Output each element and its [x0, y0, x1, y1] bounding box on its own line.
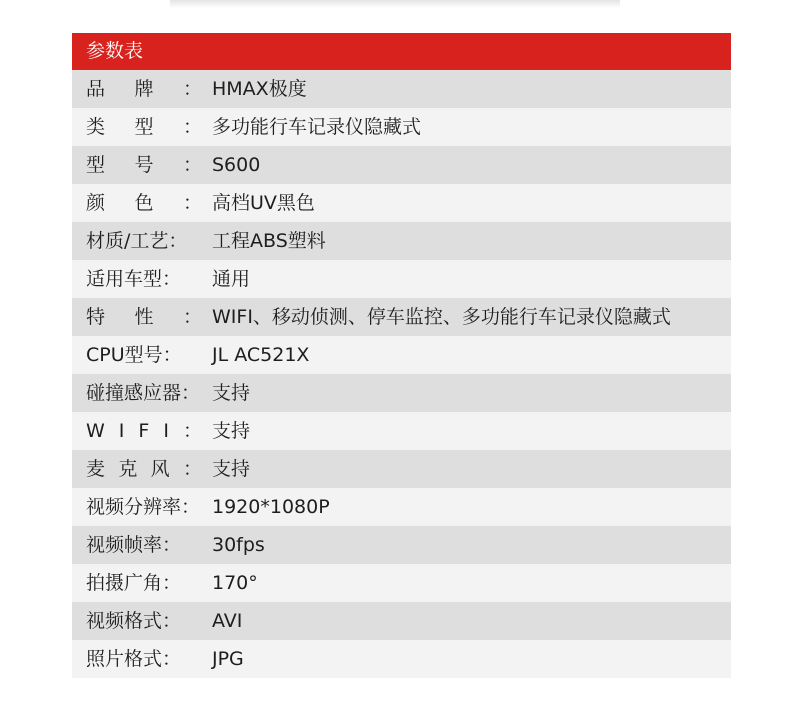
table-row: [72, 374, 731, 412]
row-label-part: 拍摄广角：: [86, 572, 182, 594]
row-value: JPG: [212, 648, 244, 670]
row-value: 多功能行车记录仪隐藏式: [212, 116, 422, 138]
table-row: [72, 450, 731, 488]
row-label-part: 类: [86, 116, 106, 138]
row-label-part: ：: [182, 420, 202, 442]
row-value: AVI: [212, 610, 243, 632]
row-label-part: 视频分辨率：: [86, 496, 201, 518]
table-row: [72, 412, 731, 450]
table-row: [72, 108, 731, 146]
row-label-part: W: [86, 420, 105, 442]
row-label: [72, 488, 202, 526]
row-label-part: 材质/工艺：: [86, 230, 188, 252]
row-label-part: ：: [182, 116, 202, 138]
row-label: [72, 640, 202, 678]
table-row: [72, 564, 731, 602]
table-row: [72, 260, 731, 298]
row-label-part: F: [138, 420, 150, 442]
row-label: [72, 222, 202, 260]
row-label-part: 性: [134, 306, 154, 328]
table-row: [72, 70, 731, 108]
row-label-part: 牌: [134, 78, 154, 100]
row-label-part: ：: [182, 306, 202, 328]
row-label: [72, 412, 202, 450]
row-label-part: 颜: [86, 192, 106, 214]
row-label-part: ：: [182, 458, 202, 480]
row-label-part: 照片格式：: [86, 648, 182, 670]
row-label-part: I: [118, 420, 125, 442]
row-value: 支持: [212, 458, 251, 480]
row-label-part: 碰撞感应器：: [86, 382, 201, 404]
row-label-part: 品: [86, 78, 106, 100]
row-value: 高档UV黑色: [212, 192, 315, 214]
row-label-part: ：: [182, 154, 202, 176]
row-label-part: CPU型号：: [86, 344, 182, 366]
table-row: [72, 640, 731, 678]
row-value: 支持: [212, 382, 251, 404]
row-label-part: 型: [134, 116, 154, 138]
row-label: [72, 260, 202, 298]
row-label: [72, 70, 202, 108]
row-label-part: ：: [182, 192, 202, 214]
table-row: [72, 336, 731, 374]
row-label: [72, 298, 202, 336]
row-value: 工程ABS塑料: [212, 230, 326, 252]
row-label-part: 克: [118, 458, 138, 480]
spec-table: [72, 33, 731, 678]
top-shadow: [170, 0, 620, 8]
row-label-part: 视频帧率：: [86, 534, 182, 556]
row-value: 170°: [212, 572, 258, 594]
row-label-part: 色: [134, 192, 154, 214]
row-value: 1920*1080P: [212, 496, 330, 518]
row-value: 通用: [212, 268, 251, 290]
row-label-part: 风: [150, 458, 170, 480]
table-row: [72, 146, 731, 184]
row-label-part: 适用车型：: [86, 268, 182, 290]
row-label: [72, 374, 202, 412]
row-label-part: I: [163, 420, 169, 442]
row-label-part: 视频格式：: [86, 610, 182, 632]
spec-rows: [72, 70, 731, 678]
row-value: S600: [212, 154, 261, 176]
row-label: [72, 184, 202, 222]
row-label: [72, 336, 202, 374]
table-row: [72, 222, 731, 260]
row-value: HMAX极度: [212, 78, 307, 100]
row-value: JL AC521X: [212, 344, 310, 366]
table-row: [72, 184, 731, 222]
row-label: [72, 526, 202, 564]
row-label: [72, 108, 202, 146]
row-value: 支持: [212, 420, 251, 442]
row-label-part: 特: [86, 306, 106, 328]
table-row: [72, 298, 731, 336]
table-row: [72, 488, 731, 526]
row-label-part: 型: [86, 154, 106, 176]
row-label-part: 麦: [86, 458, 106, 480]
row-value: 30fps: [212, 534, 265, 556]
table-title: 参数表: [72, 33, 731, 70]
row-label: [72, 450, 202, 488]
row-label: [72, 564, 202, 602]
table-row: [72, 526, 731, 564]
row-label-part: 号: [134, 154, 154, 176]
row-label-part: ：: [182, 78, 202, 100]
row-label: [72, 602, 202, 640]
row-label: [72, 146, 202, 184]
row-value: WIFI、移动侦测、停车监控、多功能行车记录仪隐藏式: [212, 306, 671, 328]
table-row: [72, 602, 731, 640]
